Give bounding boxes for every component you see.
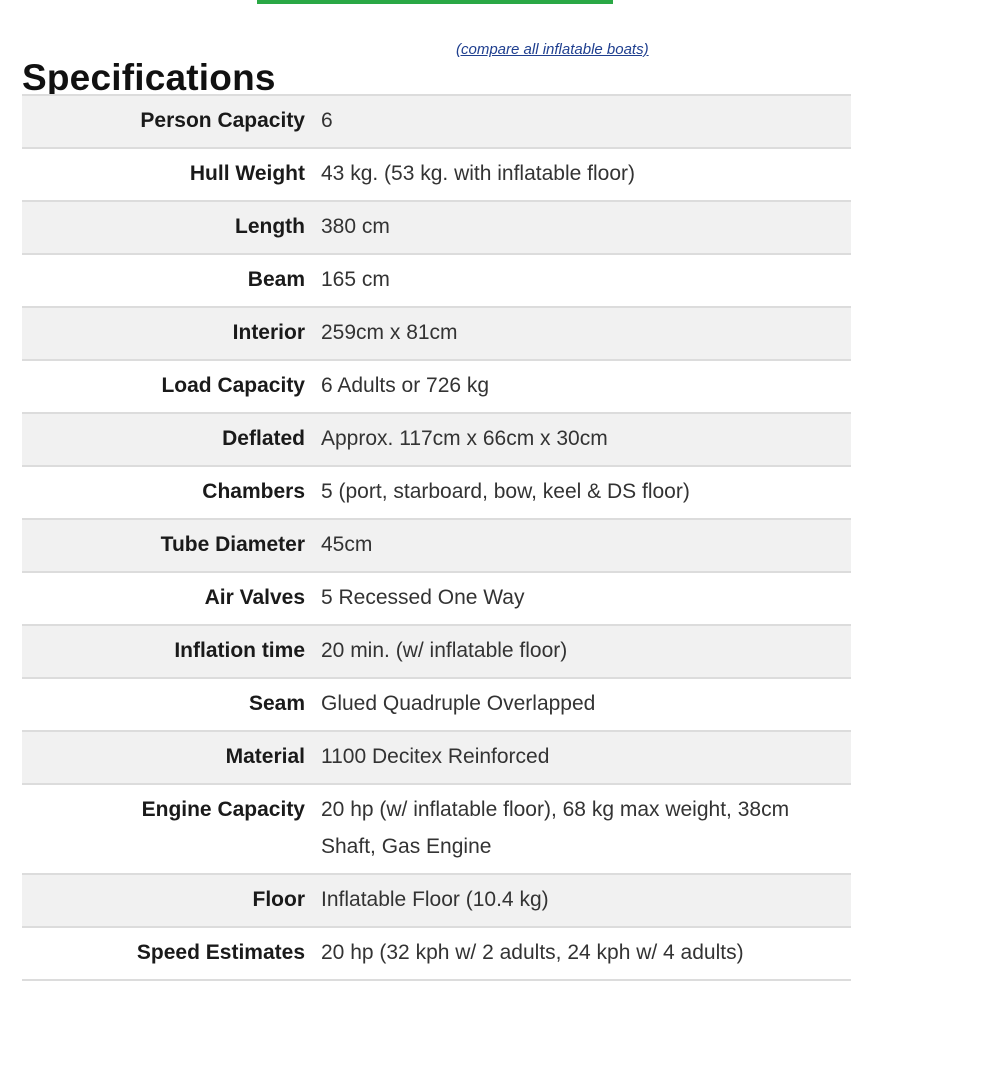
spec-value: 259cm x 81cm xyxy=(321,321,458,344)
spec-label: Air Valves xyxy=(204,586,305,609)
compare-boats-link[interactable]: (compare all inflatable boats) xyxy=(456,41,649,58)
spec-label: Hull Weight xyxy=(189,162,305,185)
spec-label: Material xyxy=(225,745,305,768)
spec-value: 6 xyxy=(321,109,333,132)
spec-value: Inflatable Floor (10.4 kg) xyxy=(321,888,549,911)
spec-label: Length xyxy=(235,215,305,238)
spec-value: Approx. 117cm x 66cm x 30cm xyxy=(321,427,608,450)
spec-value: 380 cm xyxy=(321,215,390,238)
specifications-table xyxy=(22,94,851,981)
spec-label: Seam xyxy=(248,692,305,715)
spec-label: Engine Capacity xyxy=(141,798,305,821)
spec-row-speed-estimates xyxy=(22,927,851,980)
spec-value: 5 Recessed One Way xyxy=(321,586,525,609)
spec-row-person-capacity xyxy=(22,95,851,148)
spec-value: 20 hp (w/ inflatable floor), 68 kg max weight, 38cm Shaft, Gas Engine xyxy=(321,798,790,858)
spec-row-hull-weight xyxy=(22,148,851,201)
spec-row-chambers xyxy=(22,466,851,519)
spec-value: 6 Adults or 726 kg xyxy=(321,374,490,397)
spec-row-beam xyxy=(22,254,851,307)
spec-row-tube-diameter xyxy=(22,519,851,572)
spec-value: 165 cm xyxy=(321,268,390,291)
spec-label: Tube Diameter xyxy=(160,533,305,556)
spec-row-deflated xyxy=(22,413,851,466)
spec-value: Glued Quadruple Overlapped xyxy=(321,692,596,715)
spec-row-material xyxy=(22,731,851,784)
spec-row-air-valves xyxy=(22,572,851,625)
spec-label: Deflated xyxy=(222,427,305,450)
spec-label: Person Capacity xyxy=(140,109,305,132)
spec-label: Beam xyxy=(247,268,305,291)
spec-value: 20 min. (w/ inflatable floor) xyxy=(321,639,568,662)
spec-row-interior xyxy=(22,307,851,360)
spec-row-floor xyxy=(22,874,851,927)
spec-row-load-capacity xyxy=(22,360,851,413)
green-top-bar xyxy=(257,0,613,4)
spec-label: Inflation time xyxy=(174,639,305,662)
spec-row-inflation-time xyxy=(22,625,851,678)
spec-value: 5 (port, starboard, bow, keel & DS floor) xyxy=(321,480,690,503)
spec-value: 43 kg. (53 kg. with inflatable floor) xyxy=(321,162,635,185)
spec-row-seam xyxy=(22,678,851,731)
spec-label: Load Capacity xyxy=(161,374,305,397)
specifications-heading: Specifications xyxy=(22,56,276,98)
spec-label: Interior xyxy=(232,321,305,344)
spec-value: 20 hp (32 kph w/ 2 adults, 24 kph w/ 4 adults) xyxy=(321,941,744,964)
spec-row-length xyxy=(22,201,851,254)
spec-label: Floor xyxy=(252,888,305,911)
spec-value: 45cm xyxy=(321,533,373,556)
spec-label: Speed Estimates xyxy=(136,941,305,964)
spec-label: Chambers xyxy=(202,480,305,503)
spec-row-engine-capacity xyxy=(22,784,851,874)
spec-value: 1100 Decitex Reinforced xyxy=(321,745,550,768)
